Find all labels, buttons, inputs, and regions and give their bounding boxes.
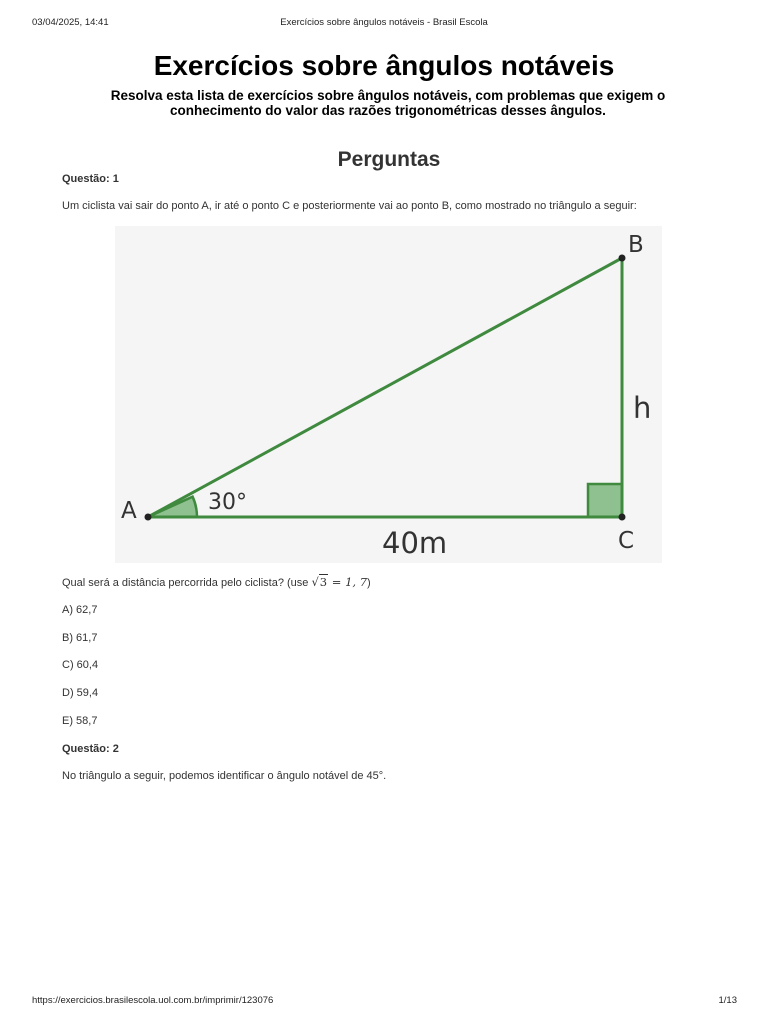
vertex-b-label: B (628, 232, 644, 258)
option-a: A) 62,7 (62, 604, 98, 616)
page-title: Exercícios sobre ângulos notáveis (153, 50, 615, 81)
triangle-figure (115, 226, 662, 563)
prompt-prefix: Qual será a distância percorrida pelo ciclista? (use (62, 577, 312, 589)
formula-rest: = 1, 7 (328, 575, 368, 589)
question-1-prompt (62, 575, 371, 589)
sqrt-formula (311, 575, 367, 589)
question-1-statement: Um ciclista vai sair do ponto A, ir até o ponto C e posteriormente vai ao ponto B, como mostrado no triângulo a seguir: (62, 200, 637, 212)
vertex-a-point (145, 514, 152, 521)
prompt-suffix: ) (367, 577, 371, 589)
option-c: C) 60,4 (62, 659, 99, 671)
vertex-b-point (619, 255, 626, 262)
option-e: E) 58,7 (62, 715, 98, 727)
triangle-diagram (115, 226, 662, 563)
question-1-label: Questão: 1 (62, 173, 119, 185)
sqrt-sign: √3 (311, 575, 328, 589)
section-title: Perguntas (337, 148, 441, 171)
option-b: B) 61,7 (62, 632, 98, 644)
print-datetime: 03/04/2025, 14:41 (32, 17, 109, 28)
side-ab (148, 258, 622, 517)
print-footer-url[interactable]: https://exercicios.brasilescola.uol.com.br/imprimir/123076 (32, 995, 274, 1006)
height-label: h (633, 391, 652, 425)
question-2-label: Questão: 2 (62, 743, 119, 755)
angle-label: 30° (208, 490, 247, 515)
page-number: 1/13 (718, 995, 737, 1006)
print-header (0, 17, 768, 31)
question-2-statement: No triângulo a seguir, podemos identificar o ângulo notável de 45°. (62, 770, 387, 782)
vertex-c-point (619, 514, 626, 521)
base-length-label: 40m (382, 526, 448, 560)
vertex-a-label: A (121, 498, 137, 524)
vertex-c-label: C (618, 528, 635, 554)
option-d: D) 59,4 (62, 687, 99, 699)
page-subtitle: Resolva esta lista de exercícios sobre ângulos notáveis, com problemas que exigem o conhecimento do valor das razões trigonométricas desses ângulos. (110, 88, 666, 118)
right-angle-marker (588, 484, 622, 517)
sqrt-radicand: 3 (319, 575, 328, 589)
print-doc-title: Exercícios sobre ângulos notáveis - Brasil Escola (280, 17, 488, 28)
